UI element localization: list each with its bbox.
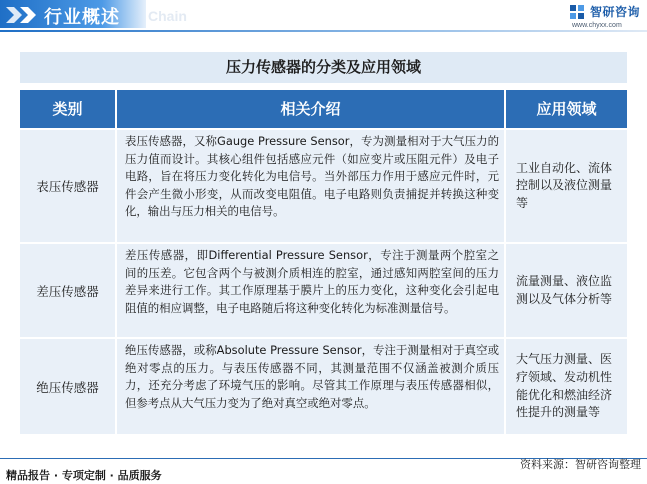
application-text: 工业自动化、流体控制以及液位测量等 bbox=[516, 160, 613, 210]
table-header-row bbox=[20, 90, 627, 128]
description-cell: 绝压传感器，或称Absolute Pressure Sensor，专注于测量相对于真空或绝对零点的压力。与表压传感器不同，其测量范围不仅涵盖被测介质压力，还充分考虑了环境气压的影响。尽管其工作原理与表压传感器相似，但参考点从大气压力变为了绝对真空或绝对零点。 bbox=[117, 339, 506, 434]
application-cell bbox=[506, 244, 627, 337]
category-cell: 表压传感器 bbox=[20, 130, 117, 242]
application-cell bbox=[506, 130, 627, 242]
table-row bbox=[20, 128, 627, 242]
brand-url: www.chyxx.com bbox=[572, 22, 622, 29]
application-text: 大气压力测量、医疗领域、发动机性能优化和燃油经济性提升的测量等 bbox=[516, 352, 613, 420]
header-divider bbox=[0, 30, 647, 32]
table-row bbox=[20, 242, 627, 337]
brand-name: 智研咨询 bbox=[590, 5, 641, 19]
description-cell: 差压传感器，即Differential Pressure Sensor，专注于测量两个腔室之间的压差。它包含两个与被测介质相连的腔室，通过感知两腔室间的压力差异来进行工作。其工作原理基于膜片上的压力变化，这种变化会引起电阻值的相应调整，电子电路随后将这种变化转化为标准测量信号。 bbox=[117, 244, 506, 337]
table-title: 压力传感器的分类及应用领域 bbox=[20, 52, 627, 83]
classification-table bbox=[20, 90, 627, 434]
footer-slogan: 精品报告 · 专项定制 · 品质服务 bbox=[6, 469, 162, 482]
brand-logo-icon bbox=[569, 4, 585, 20]
column-header-category: 类别 bbox=[20, 90, 117, 128]
application-cell bbox=[506, 339, 627, 434]
table-row bbox=[20, 337, 627, 434]
column-header-application: 应用领域 bbox=[506, 90, 627, 128]
category-cell: 绝压传感器 bbox=[20, 339, 117, 434]
header-watermark: Chain bbox=[148, 8, 187, 24]
header-title-bar bbox=[0, 0, 146, 28]
category-cell: 差压传感器 bbox=[20, 244, 117, 337]
double-chevron-icon bbox=[4, 5, 44, 25]
description-cell: 表压传感器，又称Gauge Pressure Sensor，专为测量相对于大气压力的压力值而设计。其核心组件包括感应元件（如应变片或压阻元件）及电子电路，旨在将压力变化转化为电信号。当外部压力作用于感应元件时，元件会产生微小形变，从而改变电阻值。电子电路则负责捕捉并转换这种变化，输出与压力相关的电信号。 bbox=[117, 130, 506, 242]
page-header bbox=[0, 0, 647, 30]
header-title: 行业概述 bbox=[44, 7, 120, 28]
application-text: 流量测量、液位监测以及气体分析等 bbox=[516, 273, 613, 306]
footer-source: 资料来源：智研咨询整理 bbox=[520, 458, 641, 471]
column-header-description: 相关介绍 bbox=[117, 90, 506, 128]
